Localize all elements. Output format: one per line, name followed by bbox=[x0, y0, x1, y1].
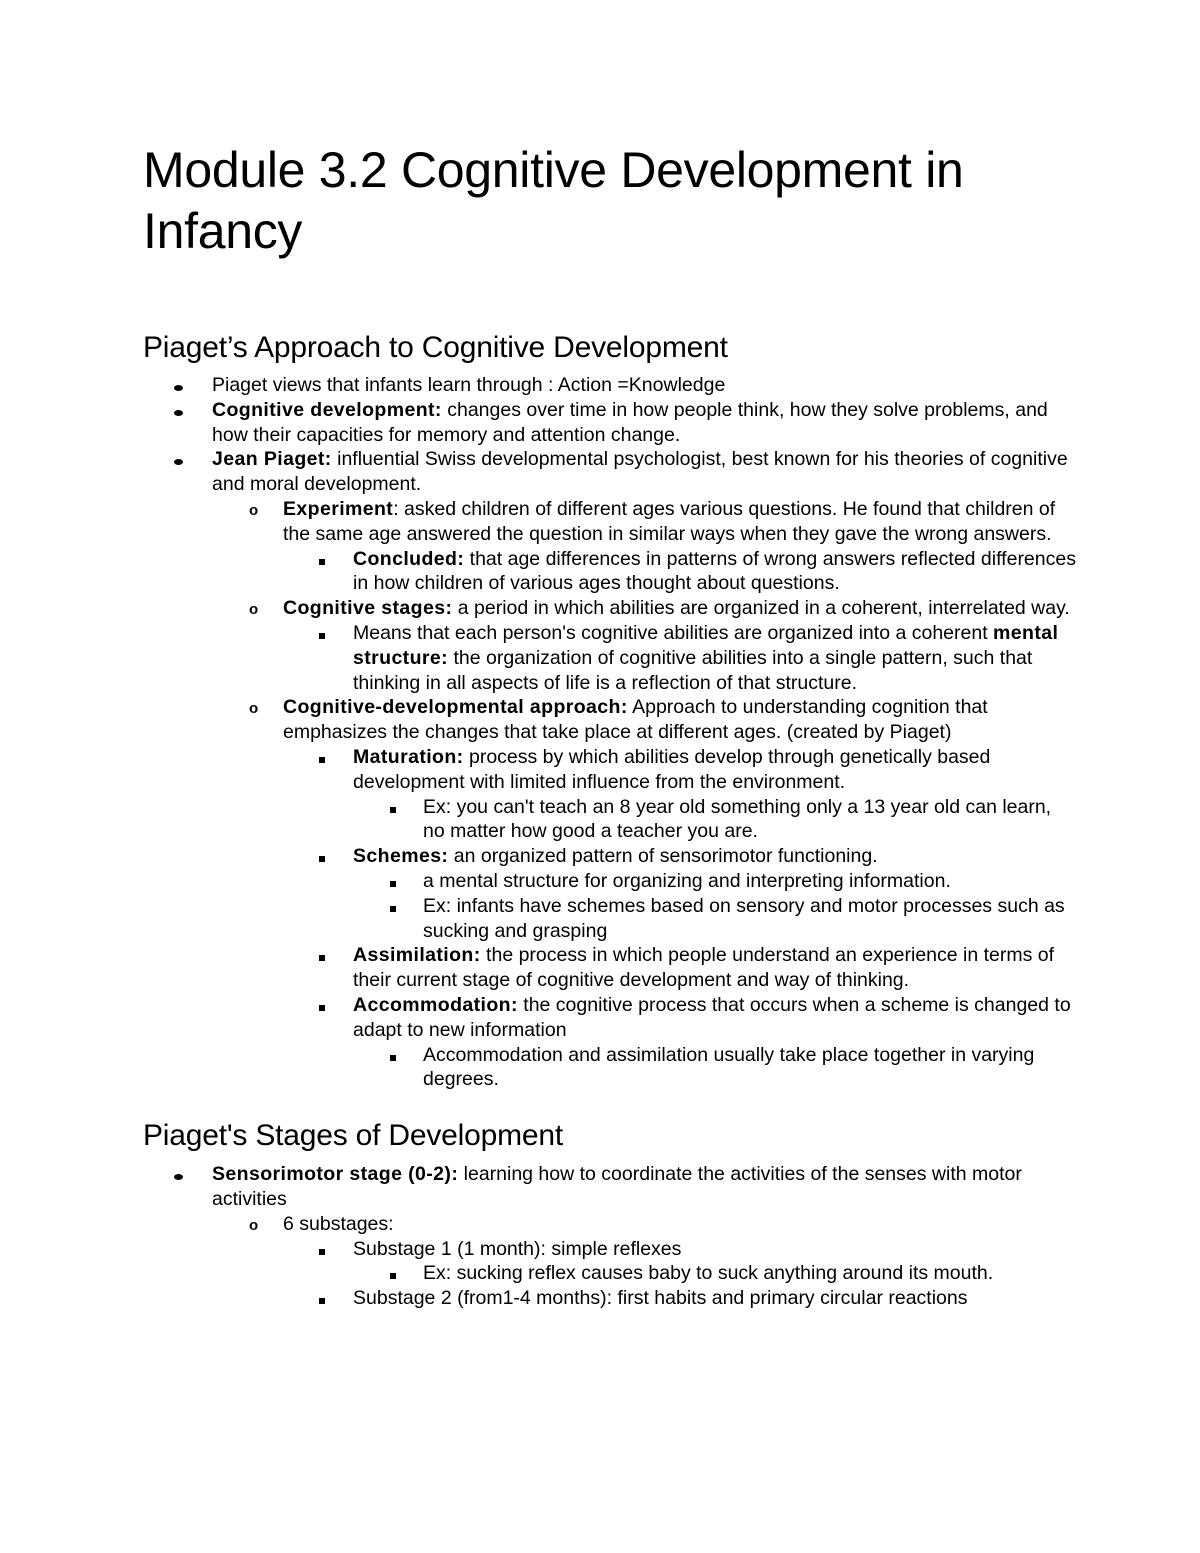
document-title: Module 3.2 Cognitive Development in Infancy bbox=[143, 142, 964, 259]
bullet-square-icon bbox=[390, 894, 396, 919]
bullet-square-icon bbox=[319, 745, 325, 770]
document-page bbox=[143, 140, 1078, 1311]
bullet-square-icon bbox=[319, 1237, 325, 1262]
list-item: o Experiment: asked children of different ages various questions. He found that children of the same age answered the question in similar ways when they gave the wrong answers. bbox=[249, 497, 1056, 545]
list-item: Concluded: that age differences in patterns of wrong answers reflected differences in how children of various ages thought about questions. bbox=[143, 547, 1078, 597]
bullet-square-icon bbox=[319, 844, 325, 869]
list-item: Schemes: an organized pattern of sensorimotor functioning. bbox=[143, 844, 1078, 869]
section-heading: Piaget’s Approach to Cognitive Development bbox=[143, 331, 728, 364]
term: Experiment bbox=[283, 497, 394, 520]
term: Concluded: bbox=[353, 547, 465, 570]
list-item: o Cognitive stages: a period in which abilities are organized in a coherent, interrelated way. bbox=[143, 596, 1078, 621]
list-item: Assimilation: the process in which people understand an experience in terms of their current stage of cognitive development and way of thinking. bbox=[143, 943, 1078, 993]
bullet-square-icon bbox=[390, 1261, 396, 1286]
list-item: Ex: infants have schemes based on sensory and motor processes such as sucking and grasping bbox=[143, 894, 1078, 944]
list-item: o Cognitive-developmental approach: Approach to understanding cognition that emphasizes the changes that take place at different ages. (created by Piaget) bbox=[249, 696, 988, 744]
list-item: Accommodation and assimilation usually take place together in varying degrees. bbox=[143, 1043, 1078, 1093]
bullet-disc-icon bbox=[174, 398, 183, 423]
term: Maturation: bbox=[353, 745, 464, 768]
term: Cognitive development: bbox=[212, 398, 442, 421]
bullet-square-icon bbox=[390, 869, 396, 894]
list-item: Means that each person's cognitive abilities are organized into a coherent mental structure: the organization of cognitive abilities into a single pattern, such that thinking in all aspects of life is a reflection of that structure. bbox=[143, 621, 1078, 695]
term: Cognitive-developmental approach: bbox=[283, 696, 628, 719]
bullet-circle-icon: o bbox=[249, 601, 259, 619]
list-item: Ex: you can't teach an 8 year old something only a 13 year old can learn, no matter how good a teacher you are. bbox=[143, 795, 1078, 845]
term: Schemes: bbox=[353, 845, 449, 868]
bullet-square-icon bbox=[319, 1286, 325, 1311]
bullet-circle-icon: o bbox=[249, 501, 259, 519]
term: Assimilation: bbox=[353, 944, 481, 967]
term: Accommodation: bbox=[353, 993, 518, 1016]
list-item: Jean Piaget: influential Swiss developmental psychologist, best known for his theories of cognitive and moral development. bbox=[143, 447, 1078, 497]
term: mental structure: bbox=[353, 621, 1059, 669]
list-item: Accommodation: the cognitive process that occurs when a scheme is changed to adapt to new information bbox=[143, 993, 1078, 1043]
list-item: Substage 2 (from1-4 months): first habits and primary circular reactions bbox=[143, 1286, 1078, 1311]
list-item: Substage 1 (1 month): simple reflexes bbox=[143, 1237, 1078, 1262]
bullet-square-icon bbox=[319, 621, 325, 646]
list-item: Maturation: process by which abilities develop through genetically based development with limited influence from the environment. bbox=[143, 745, 1078, 795]
bullet-square-icon bbox=[390, 1043, 396, 1068]
list-item: Piaget views that infants learn through : Action =Knowledge bbox=[143, 373, 1078, 398]
list-item: Sensorimotor stage (0-2): learning how to coordinate the activities of the senses with motor activities bbox=[143, 1162, 1078, 1212]
term: Sensorimotor stage (0-2): bbox=[212, 1163, 459, 1186]
list-item: a mental structure for organizing and interpreting information. bbox=[143, 869, 1078, 894]
term: Cognitive stages: bbox=[283, 597, 453, 620]
bullet-circle-icon: o bbox=[249, 700, 259, 718]
term: Jean Piaget: bbox=[212, 448, 332, 471]
bullet-disc-icon bbox=[174, 447, 183, 472]
list-item: Cognitive development: changes over time in how people think, how they solve problems, and how their capacities for memory and attention change. bbox=[143, 398, 1078, 448]
list-item: o 6 substages: bbox=[143, 1212, 1078, 1237]
bullet-circle-icon: o bbox=[249, 1216, 259, 1234]
bullet-disc-icon bbox=[174, 1162, 183, 1187]
bullet-square-icon bbox=[319, 993, 325, 1018]
bullet-square-icon bbox=[319, 547, 325, 572]
section-heading: Piaget's Stages of Development bbox=[143, 1119, 563, 1153]
bullet-square-icon bbox=[390, 795, 396, 820]
list-item: Ex: sucking reflex causes baby to suck anything around its mouth. bbox=[143, 1261, 1078, 1286]
bullet-square-icon bbox=[319, 943, 325, 968]
bullet-disc-icon bbox=[174, 373, 183, 398]
